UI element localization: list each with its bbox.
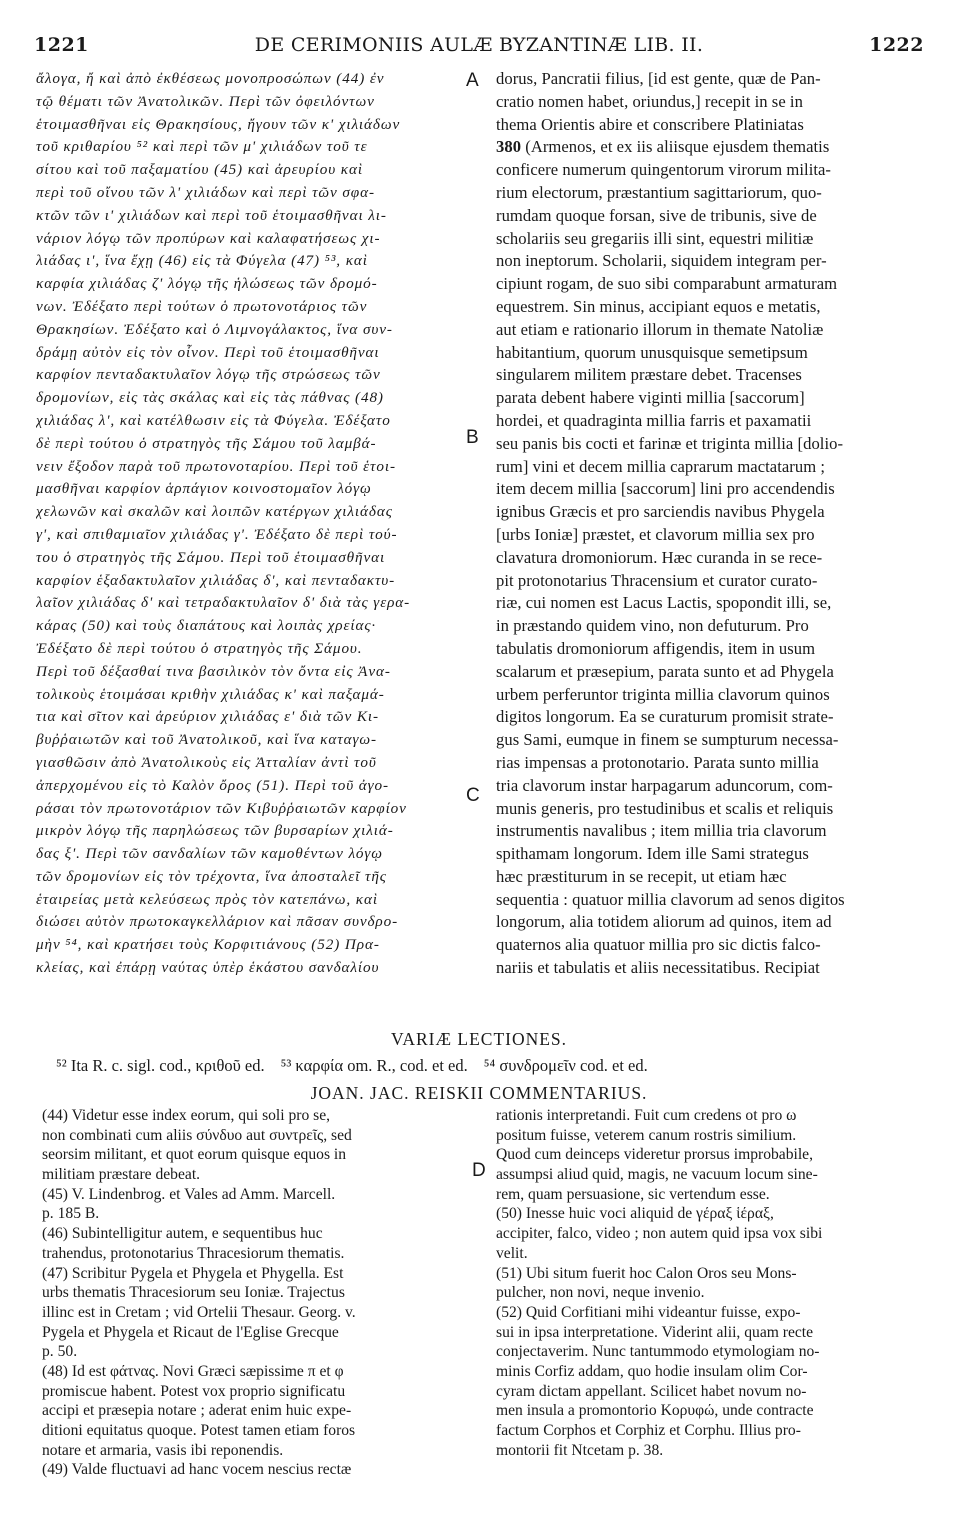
commentary-line: promiscue habent. Potest vox proprio significatu [42,1382,346,1400]
commentary-line: pulcher, non novi, neque invenio. [496,1284,705,1302]
greek-text-line: χιλιάδας λʹ, καὶ κατέλθωσιν εἰς τὰ Φύγελα. Ἐδέξατο [36,411,391,429]
commentary-line: (46) Subintelligitur autem, e sequentibus huc [42,1225,323,1243]
latin-text-line: habitantium, quorum unusquisque semetipsum [496,342,808,362]
commentary-line: trahendus, protonotarius Thracesiorum thematis. [42,1244,345,1262]
commentary-line: (44) Videtur esse index eorum, qui soli pro se, [42,1107,331,1124]
commentary-line: men insula a promontorio Κορυφώ, unde contracte [496,1402,814,1420]
greek-text-line: Ἐδέξατο δὲ περὶ τούτου ὁ στρατηγὸς τῆς Σάμου. [36,639,363,657]
greek-text-line: καρφίον ἑξαδακτυλαῖον χιλιάδας δʹ, καὶ πενταδακτυ- [36,571,396,589]
commentary-heading: JOAN. JAC. REISKII COMMENTARIUS. [310,1083,648,1103]
latin-text-line: cratio nomen habet, oriundus,] recepit in se in [496,91,803,111]
greek-text-line: χελωνῶν καὶ σκαλῶν καὶ λοιπῶν κατέργων χιλιάδας [36,503,393,521]
greek-text-line: δράμῃ αὐτὸν εἰς τὸν οἶνον. Περὶ τοῦ ἑτοιμασθῆναι [36,343,380,361]
margin-letter-b: B [466,427,479,448]
commentary-line: (51) Ubi situm fuerit hoc Calon Oros seu Mons- [496,1264,797,1282]
latin-text-line: equestrem. Sin minus, accipiant equos e metatis, [496,296,821,316]
latin-text-line: munis generis, pro testudinibus et scalis et reliquis [496,798,834,818]
greek-text-line: ἀπερχομένου εἰς τὸ Καλὸν ὄρος (51). Περὶ τοῦ ἀγο- [36,776,389,794]
commentary-line: conjectaverim. Nunc tantummodo etymologiam no- [496,1343,820,1361]
greek-text-line: νων. Ἐδέξατο περὶ τούτων ὁ πρωτονοτάριος τῶν [36,297,368,315]
greek-text-line: καρφία χιλιάδας ζʹ λόγῳ τῆς ἡλώσεως τῶν δρομό- [36,275,378,293]
latin-text-line: quaternos alia quatuor millia pro sic dictis falco- [496,935,821,955]
greek-text-line: ἑταιρείας μετὰ κελεύσεως πρὸς τὸν κατεπάνω, καὶ [36,890,378,908]
greek-text-column [36,68,461,980]
latin-text-line: instrumentis navalibus ; item millia tria clavorum [496,821,827,841]
latin-text-line: scholariis seu gregariis illi sint, equestri militiæ [496,228,814,248]
latin-text-line: tabulatis dromoniorum affigendis, item in usum [496,638,816,658]
latin-text-line: nariis et tabulatis et aliis necessitatibus. Recipiat [496,958,820,978]
greek-text-line: διώσει αὐτὸν πρωτοκαγκελλάριον καὶ πᾶσαν συνδρο- [36,913,399,931]
latin-text-line: spithamam longorum. Idem ille Sami strategus [496,844,809,864]
greek-text-line: ἑτοιμασθῆναι εἰς Θρακησίους, ἤγουν τῶν κʹ χιλιάδων [36,115,401,133]
latin-text-line: digitos longorum. Ea se curaturum promisit strate- [496,707,834,727]
commentary-line: non combinati cum aliis σύνδυο aut συντρεῖς, sed [42,1126,352,1144]
greek-text-line: νάριον λόγῳ τῶν προπύρων καὶ καλαφατήσεως χι- [36,229,381,247]
commentary-line: illinc est in Cretam ; vid Ortelii Thesaur. Georg. v. [42,1303,356,1321]
greek-text-line: λαῖον χιλιάδας δʹ καὶ τετραδακτυλαῖον δʹ διὰ τὰς γερα- [36,594,411,612]
commentary-line: positum fuisse, veterem canum rostris similium. [496,1126,797,1144]
variant-reading: ⁵² Ita R. c. sigl. cod., κριθοῦ ed. [56,1056,265,1075]
latin-text-line: 380 (Armenos, et ex iis aliisque ejusdem thematis [496,137,830,157]
commentary-line: (49) Valde fluctuavi ad hanc vocem nescius rectæ [42,1461,352,1479]
greek-text-line: δὲ περὶ τούτου ὁ στρατηγὸς τῆς Σάμου τοῦ λαμβά- [36,434,377,452]
commentary-line: urbs thematis Thracesiorum seu Ioniæ. Trajectus [42,1284,345,1302]
latin-text-line: seu panis bis cocti et farinæ et triginta millia [dolio- [496,433,844,453]
page-number-left: 1221 [34,34,89,56]
commentary-line: rem, quam persuasione, sic vertendum esse. [496,1185,770,1203]
variae-lectiones-heading: VARIÆ LECTIONES. [390,1029,568,1049]
commentary-left-column [42,1106,472,1480]
greek-text-line: Θρακησίων. Ἐδέξατο καὶ ὁ Λιμνογάλακτος, ἵνα συν- [36,320,393,338]
latin-text-line: gus Sami, eumque in finem se sumpturum necessa- [496,730,839,750]
greek-text-line: καρφίον πενταδακτυλαῖον λόγῳ τῆς στρώσεως τῶν [36,366,381,384]
greek-text-line: του ὁ στρατηγὸς τῆς Σάμου. Περὶ τοῦ ἑτοιμασθῆναι [36,548,386,566]
greek-text-line: ράσαι τὸν πρωτονοτάριον τῶν Κιβυῤῥαιωτῶν καρφίον [36,799,407,817]
variae-lectiones-notes [56,1056,938,1076]
latin-text-line: riæ, cui nomen est Lacus Lactis, spopondit illi, se, [496,593,832,613]
latin-text-line: sequentia : quatuor millia clavorum ad senos digitos [496,889,845,909]
latin-text-line: pit protonotarius Thracensium et curator curato- [496,570,818,590]
latin-text-line: cipiunt rogam, de suo sibi comparabunt armaturam [496,274,838,294]
latin-text-line: hæc præstiturum in se recepit, ut etiam hæc [496,866,787,886]
latin-text-line: thema Orientis abire et conscribere Platiniatas [496,114,804,134]
margin-letter-c: C [466,785,480,806]
latin-text-line: rium electorum, præstantium sagittariorum, quo- [496,182,822,202]
latin-text-line: aut etiam e rationario illorum in themate Natoliæ [496,319,824,339]
greek-text-line: δας ξʹ. Περὶ τῶν σανδαλίων τῶν καμοθέντων λόγῳ [36,845,383,863]
commentary-line: (50) Inesse huic voci aliquid de γέραξ ἱέραξ, [496,1205,774,1223]
margin-letter-d: D [472,1160,486,1181]
latin-text-line: singularem militem præstare debet. Tracenses [496,365,802,385]
greek-text-line: μασθῆναι καρφίον ἁρπάγιον κοινοστομαῖον λόγῳ [36,480,372,498]
latin-text-line: rum] vini et decem millia caprarum mactatarum ; [496,456,826,476]
greek-text-line: σίτου καὶ τοῦ παξαματίου (45) καὶ ἀρευρίου καὶ [36,161,363,179]
section-number: 380 [496,137,522,157]
greek-text-line: νειν ἔξοδον παρὰ τοῦ πρωτονοταρίου. Περὶ τοῦ ἑτοι- [36,457,396,475]
greek-text-line: τοῦ κριθαρίου ⁵² καὶ περὶ τῶν μʹ χιλιάδων τοῦ τε [36,138,368,156]
commentary-line: Pygela et Phygela et Ricaut de l'Eglise Grecque [42,1323,339,1341]
page-number-right: 1222 [869,34,924,56]
commentary-line: (47) Scribitur Pygela et Phygela et Phygella. Est [42,1264,344,1282]
commentary-line: sui in ipsa interpretatione. Viderint alii, quam recte [496,1323,814,1341]
latin-text-line: clavatura dromoniorum. Hæc curanda in se rece- [496,547,823,567]
greek-text-line: κτῶν τῶν ιʹ χιλιάδων καὶ περὶ τοῦ ἑτοιμασθῆναι λι- [36,206,387,224]
commentary-line: factum Corphos et Corphiz et Corphu. Illius pro- [496,1422,801,1439]
commentary-line: assumpsi aliud quid, magis, ne vacuum locum sine- [496,1166,818,1184]
variant-reading: ⁵⁴ συνδρομεῖν cod. et ed. [483,1056,648,1075]
commentary-line: notare et armaria, vasis ibi reponendis. [42,1441,284,1459]
latin-text-line: urbem perferuntor triginta millia clavorum quinos [496,684,830,704]
latin-text-line: dorus, Pancratii filius, [id est gente, quæ de Pan- [496,69,821,88]
latin-text-line: parata debent habere viginti millia [saccorum] [496,388,805,408]
greek-text-line: τῶν δρομονίων εἰς τὸν τρέχοντα, ἵνα ἀποσταλεῖ τῆς [36,867,387,885]
latin-text-line: hordei, et quadraginta millia farris et paxamatii [496,410,812,430]
commentary-line: velit. [496,1244,528,1262]
commentary-line: minis Corfiz addam, quo hodie insulam olim Cor- [496,1362,808,1380]
greek-text-line: ἄλογα, ἤ καὶ ἀπὸ ἐκθέσεως μονοπροσώπων (44) ἐν [36,70,385,87]
latin-text-line: tria clavorum instar harpagarum aduncorum, com- [496,775,833,795]
greek-text-line: βυῤῥαιωτῶν καὶ τοῦ Ἀνατολικοῦ, καὶ ἵνα καταγω- [36,731,377,749]
commentary-line: (52) Quid Corfitiani mihi videantur fuisse, expo- [496,1303,801,1321]
latin-text-line: rumdam quoque forsan, sive de tribunis, sive de [496,205,817,225]
greek-text-line: τια καὶ σῖτον καὶ ἀρεύριον χιλιάδας εʹ διὰ τῶν Κι- [36,708,379,726]
commentary-line: militiam præstare debeat. [42,1166,201,1184]
commentary-line: cyram dictam appellant. Scilicet habet novum no- [496,1382,807,1400]
latin-text-line: longorum, alia totidem aliorum ad quinos, item ad [496,912,832,932]
latin-text-line: in præstando quidem vino, non defuturum. Pro [496,616,809,636]
latin-text-column [496,68,924,980]
commentary-line: accipi et præsepia notare ; aderat enim huic expe- [42,1402,352,1420]
greek-text-line: Περὶ τοῦ δέξασθαί τινα βασιλικὸν τὸν ὄντα εἰς Ἀνα- [36,662,391,680]
greek-text-line: γʹ, καὶ σπιθαμιαῖον χιλιάδας γʹ. Ἐδέξατο δὲ περὶ τού- [36,525,398,543]
commentary-line: Quod cum deinceps videretur prorsus improbabile, [496,1146,813,1164]
commentary-line: p. 185 B. [42,1205,100,1223]
greek-text-line: γιασθῶσιν ἀπὸ Ἀνατολικοὺς εἰς Ἀτταλίαν ἀντὶ τοῦ [36,753,377,771]
commentary-line: montorii fit Ntcetam p. 38. [496,1441,664,1459]
commentary-line: (45) V. Lindenbrog. et Vales ad Amm. Marcell. [42,1185,336,1203]
latin-text-line: [urbs Ioniæ] præstet, et clavorum millia sex pro [496,524,815,544]
greek-text-line: τολικοὺς ἑτοιμάσαι κριθὴν χιλιάδας κʹ καὶ παξαμά- [36,685,385,703]
latin-text-line: non ineptorum. Scholarii, siquidem integram per- [496,251,827,271]
commentary-line: ditioni equitatus quoque. Potest tamen etiam foros [42,1422,356,1439]
latin-text-line: rias impensas a protonotario. Parata sunto millia [496,752,819,772]
greek-text-line: μικρὸν λόγῳ τῆς παρηλώσεως τῶν βυρσαρίων χιλιά- [36,822,394,840]
commentary-line: p. 50. [42,1343,78,1361]
greek-text-line: κάρας (50) καὶ τοὺς διαπάτους καὶ λοιπὰς χρείας· [36,617,377,635]
greek-text-line: περὶ τοῦ οἴνου τῶν λʹ χιλιάδων καὶ περὶ τῶν σφα- [36,183,375,201]
latin-text-line: ignibus Græcis et pro sarciendis navibus Phygela [496,502,825,522]
commentary-line: (48) Id est φάτνας. Novi Græci sæpissime π et φ [42,1362,344,1380]
greek-text-line: τῷ θέματι τῶν Ἀνατολικῶν. Περὶ τῶν ὀφειλόντων [36,92,375,110]
variant-reading: ⁵³ καρφία om. R., cod. et ed. [280,1056,468,1075]
running-header [34,34,924,60]
latin-text-line: conficere numerum quingentorum virorum milita- [496,160,832,180]
commentary-line: rationis interpretandi. Fuit cum credens ot pro ω [496,1107,797,1124]
commentary-right-column [496,1106,924,1460]
greek-text-line: κλείας, καὶ ἐπάρῃ ναύτας ὑπὲρ ἑκάστου σανδαλίου [36,959,380,977]
greek-text-line: δρομονίων, εἰς τὰς σκάλας καὶ εἰς τὰς πάθνας (48) [36,389,384,407]
greek-text-line: μὴν ⁵⁴, καὶ κρατήσει τοὺς Κορφιτιάνους (52) Πρα- [36,936,380,954]
latin-text-line: item decem millia [saccorum] lini pro accendendis [496,479,835,499]
greek-text-line: λιάδας ιʹ, ἵνα ἔχῃ (46) εἰς τὰ Φύγελα (47) ⁵³, καὶ [36,252,368,270]
running-title: DE CERIMONIIS AULÆ BYZANTINÆ LIB. II. [254,34,704,56]
commentary-line: accipiter, falco, video ; non autem quid ipsa vox sibi [496,1225,823,1243]
commentary-line: seorsim militant, et quot eorum quisque equos in [42,1146,347,1164]
margin-letter-a: A [466,70,479,91]
latin-text-line: scalarum et præsepium, parata sunto et ad Phygela [496,661,834,681]
